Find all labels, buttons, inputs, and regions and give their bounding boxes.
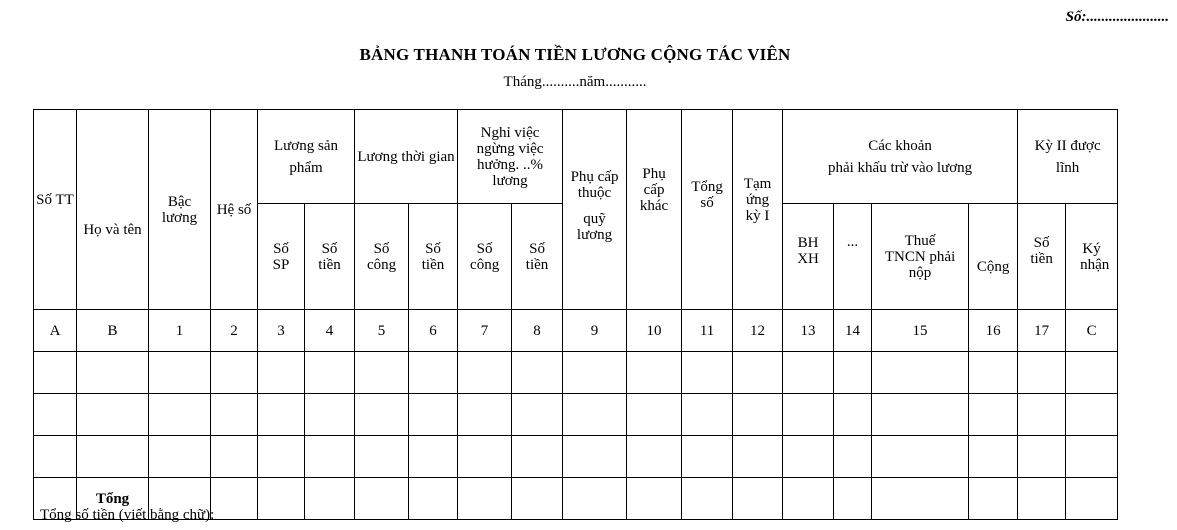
empty-cell[interactable] [512, 394, 563, 436]
code-cell: 8 [512, 310, 563, 352]
col-tong-so: Tổng số [682, 110, 733, 310]
empty-cell[interactable] [34, 352, 77, 394]
empty-cell[interactable] [969, 394, 1018, 436]
code-cell: 1 [149, 310, 211, 352]
empty-cell[interactable] [563, 436, 627, 478]
code-cell: 5 [355, 310, 409, 352]
col-name: Họ và tên [77, 110, 149, 310]
page-title: BẢNG THANH TOÁN TIỀN LƯƠNG CỘNG TÁC VIÊN [359, 45, 791, 64]
empty-cell[interactable] [211, 436, 258, 478]
empty-cell[interactable] [627, 394, 682, 436]
col-tam-ung: Tạm ứng kỳ I [733, 110, 783, 310]
empty-cell[interactable] [258, 478, 305, 520]
empty-cell[interactable] [305, 436, 355, 478]
code-cell: 9 [563, 310, 627, 352]
empty-cell[interactable] [258, 394, 305, 436]
empty-cell[interactable] [563, 478, 627, 520]
empty-cell[interactable] [211, 394, 258, 436]
document-number: Số:...................... [1065, 9, 1169, 25]
empty-cell[interactable] [512, 436, 563, 478]
empty-cell[interactable] [409, 478, 458, 520]
empty-cell[interactable] [355, 436, 409, 478]
empty-cell[interactable] [733, 394, 783, 436]
empty-cell[interactable] [355, 394, 409, 436]
sub-so-tien-tg: Số tiền [409, 204, 458, 310]
header-row-1 [34, 110, 1118, 204]
empty-cell[interactable] [409, 436, 458, 478]
col-phu-cap-thuoc-line2: quỹ lương [576, 210, 613, 243]
empty-cell[interactable] [512, 478, 563, 520]
empty-cell[interactable] [969, 436, 1018, 478]
empty-cell[interactable] [458, 436, 512, 478]
code-cell: 15 [872, 310, 969, 352]
empty-cell[interactable] [409, 352, 458, 394]
empty-cell[interactable] [834, 394, 872, 436]
empty-cell[interactable] [1066, 478, 1118, 520]
code-cell: 13 [783, 310, 834, 352]
empty-cell[interactable] [627, 352, 682, 394]
empty-cell[interactable] [682, 394, 733, 436]
sub-so-sp: Số SP [258, 204, 305, 310]
group-khau-tru-line1: Các khoản [868, 137, 932, 154]
empty-cell[interactable] [1018, 394, 1066, 436]
code-cell: 7 [458, 310, 512, 352]
empty-cell[interactable] [872, 436, 969, 478]
empty-cell[interactable] [834, 436, 872, 478]
empty-cell[interactable] [834, 478, 872, 520]
empty-cell[interactable] [258, 352, 305, 394]
sub-bhxh: BH XH [783, 204, 834, 310]
group-khau-tru-line2: phải khấu trừ vào lương [827, 159, 973, 176]
code-cell: 2 [211, 310, 258, 352]
empty-cell[interactable] [409, 394, 458, 436]
period-line: Tháng..........năm........... [503, 74, 647, 90]
code-cell: 16 [969, 310, 1018, 352]
group-luong-thoi-gian: Lương thời gian [355, 110, 458, 204]
payroll-table [33, 109, 1118, 520]
empty-cell[interactable] [733, 436, 783, 478]
empty-cell[interactable] [305, 352, 355, 394]
sub-so-cong-tg: Số công [355, 204, 409, 310]
empty-cell[interactable] [149, 394, 211, 436]
code-cell: C [1066, 310, 1118, 352]
code-cell: 12 [733, 310, 783, 352]
empty-cell[interactable] [563, 352, 627, 394]
sub-ellipsis: ... [834, 204, 872, 310]
group-nghi-viec: Nghỉ việc ngừng việc hưởng. ..% lương [458, 110, 563, 204]
sub-so-cong-nv: Số công [458, 204, 512, 310]
table-row [34, 436, 1118, 478]
sub-cong: Cộng [969, 204, 1018, 310]
col-stt: Số TT [34, 110, 77, 310]
code-cell: B [77, 310, 149, 352]
group-khau-tru [783, 110, 1018, 204]
sub-thue-tncn: Thuế TNCN phải nộp [872, 204, 969, 310]
code-cell: 6 [409, 310, 458, 352]
empty-cell[interactable] [1066, 394, 1118, 436]
empty-cell[interactable] [512, 352, 563, 394]
code-cell: 3 [258, 310, 305, 352]
empty-cell[interactable] [783, 394, 834, 436]
empty-cell[interactable] [355, 478, 409, 520]
code-row [34, 310, 1118, 352]
empty-cell[interactable] [969, 352, 1018, 394]
empty-cell[interactable] [34, 436, 77, 478]
empty-cell[interactable] [77, 394, 149, 436]
code-cell: 17 [1018, 310, 1066, 352]
empty-cell[interactable] [77, 436, 149, 478]
col-phu-cap-thuoc [563, 110, 627, 310]
code-cell: A [34, 310, 77, 352]
sub-so-tien-nv: Số tiền [512, 204, 563, 310]
empty-cell[interactable] [1066, 436, 1118, 478]
empty-cell[interactable] [682, 352, 733, 394]
empty-cell[interactable] [733, 352, 783, 394]
empty-cell[interactable] [627, 478, 682, 520]
col-phu-cap-khac: Phụ cấp khác [627, 110, 682, 310]
sub-so-tien-ky2: Số tiền [1018, 204, 1066, 310]
empty-cell[interactable] [458, 394, 512, 436]
empty-cell[interactable] [34, 394, 77, 436]
empty-cell[interactable] [872, 394, 969, 436]
empty-cell[interactable] [1066, 352, 1118, 394]
empty-cell[interactable] [355, 352, 409, 394]
table-row [34, 352, 1118, 394]
total-label: Tổng [77, 478, 149, 520]
empty-cell[interactable] [258, 436, 305, 478]
empty-cell[interactable] [149, 352, 211, 394]
sub-so-tien-sp: Số tiền [305, 204, 355, 310]
sub-ky-nhan: Ký nhận [1066, 204, 1118, 310]
group-ky-ii: Kỳ II được lĩnh [1018, 110, 1118, 204]
empty-cell[interactable] [1018, 436, 1066, 478]
code-cell: 11 [682, 310, 733, 352]
empty-cell[interactable] [969, 478, 1018, 520]
code-cell: 4 [305, 310, 355, 352]
empty-cell[interactable] [783, 352, 834, 394]
empty-cell[interactable] [77, 352, 149, 394]
empty-cell[interactable] [783, 436, 834, 478]
code-cell: 10 [627, 310, 682, 352]
group-luong-san-pham: Lương sản phẩm [258, 110, 355, 204]
col-bac-luong: Bậc lương [149, 110, 211, 310]
empty-cell[interactable] [682, 436, 733, 478]
amount-in-words-label: Tổng số tiền (viết bằng chữ): [40, 507, 215, 523]
empty-cell[interactable] [872, 478, 969, 520]
empty-cell[interactable] [627, 436, 682, 478]
empty-cell[interactable] [872, 352, 969, 394]
code-cell: 14 [834, 310, 872, 352]
empty-cell[interactable] [149, 436, 211, 478]
empty-cell[interactable] [305, 478, 355, 520]
empty-cell[interactable] [305, 394, 355, 436]
empty-cell[interactable] [458, 478, 512, 520]
col-phu-cap-thuoc-line1: Phụ cấp thuộc [570, 168, 619, 201]
empty-cell[interactable] [1018, 352, 1066, 394]
table-row [34, 394, 1118, 436]
empty-cell[interactable] [783, 478, 834, 520]
empty-cell[interactable] [834, 352, 872, 394]
empty-cell[interactable] [733, 478, 783, 520]
empty-cell[interactable] [211, 352, 258, 394]
empty-cell[interactable] [1018, 478, 1066, 520]
empty-cell[interactable] [211, 478, 258, 520]
empty-cell[interactable] [563, 394, 627, 436]
col-he-so: Hệ số [211, 110, 258, 310]
empty-cell[interactable] [682, 478, 733, 520]
empty-cell[interactable] [458, 352, 512, 394]
